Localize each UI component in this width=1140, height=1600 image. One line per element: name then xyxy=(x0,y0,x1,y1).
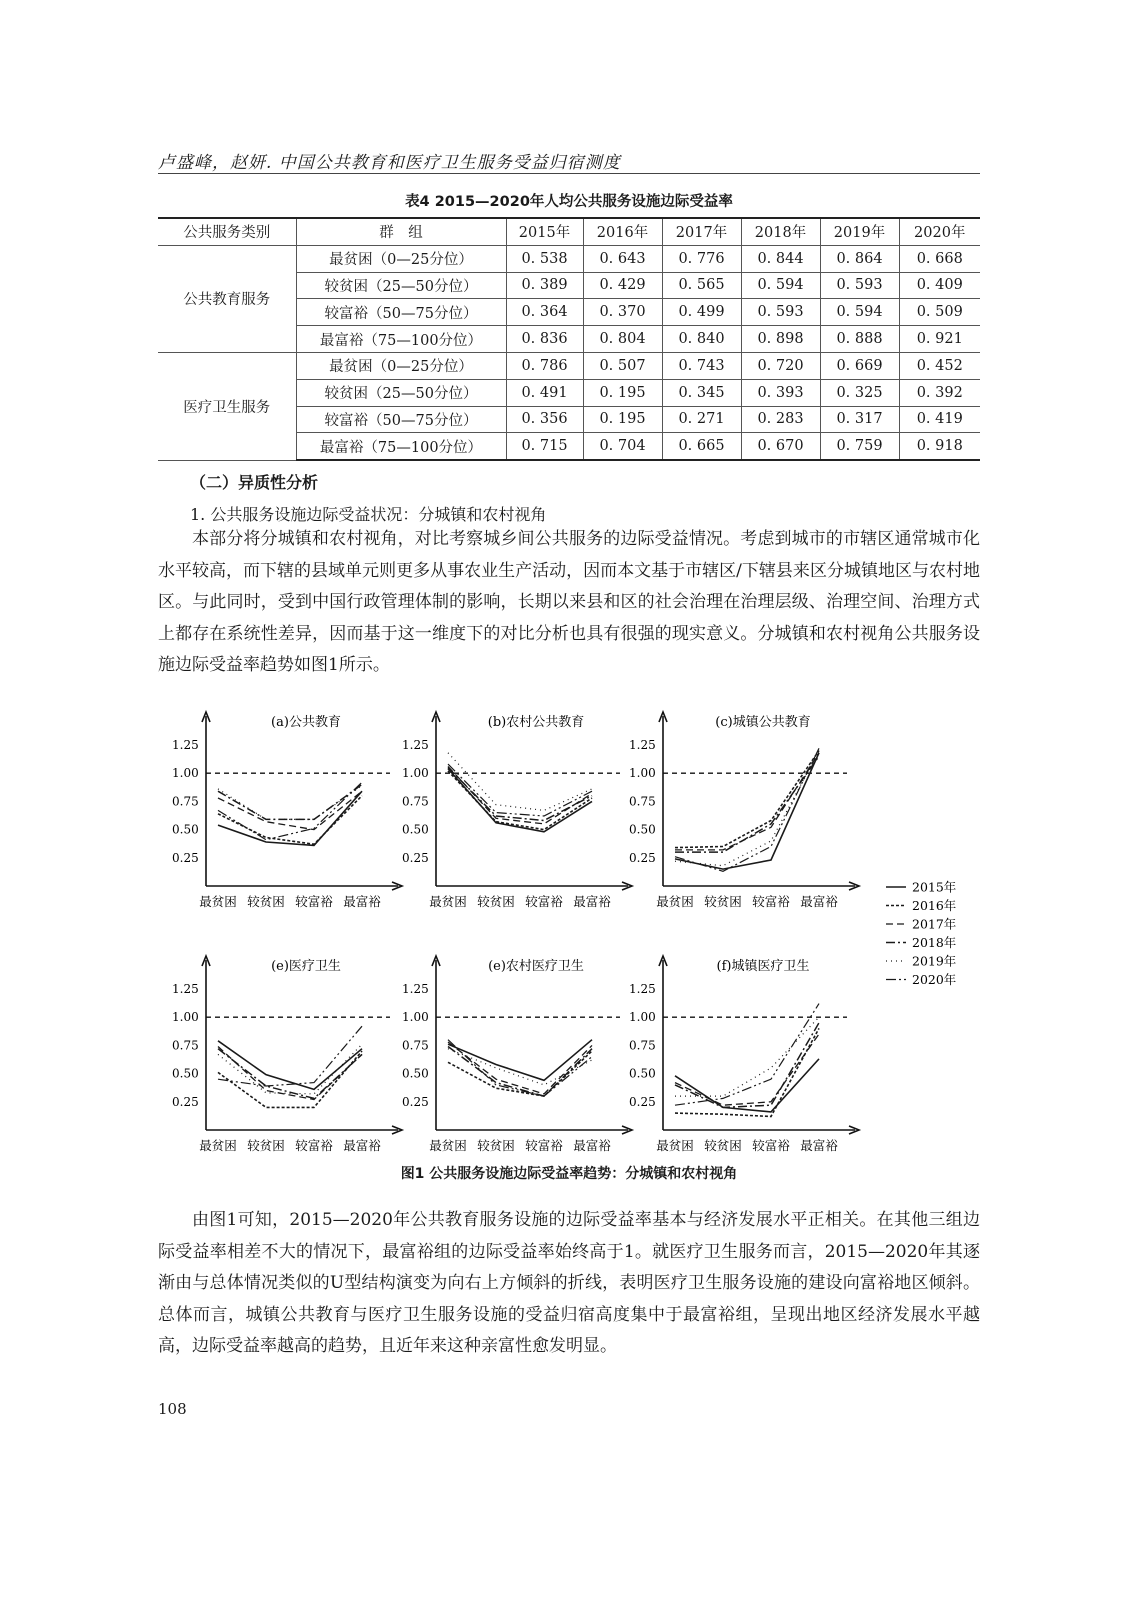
x-tick-label: 较贫困 xyxy=(704,1138,742,1153)
value-cell: 0. 840 xyxy=(662,326,741,353)
table-title: 表4 2015—2020年人均公共服务设施边际受益率 xyxy=(405,194,733,210)
category-cell: 医疗卫生服务 xyxy=(158,352,296,460)
y-tick-label: 0.75 xyxy=(629,1038,656,1053)
y-tick-label: 0.25 xyxy=(629,1094,656,1109)
legend-label: 2017年 xyxy=(912,916,957,932)
x-tick-label: 最贫困 xyxy=(199,894,237,909)
panel-title: (a)公共教育 xyxy=(271,715,341,730)
value-cell: 0. 345 xyxy=(662,379,741,406)
figure-1 xyxy=(158,700,980,1160)
value-cell: 0. 593 xyxy=(741,299,820,326)
group-cell: 较富裕（50—75分位） xyxy=(296,406,506,433)
group-cell: 最富裕（75—100分位） xyxy=(296,326,506,353)
panel-title: (b)农村公共教育 xyxy=(487,715,585,730)
value-cell: 0. 419 xyxy=(899,406,980,433)
x-tick-label: 最富裕 xyxy=(800,1138,838,1153)
y-tick-label: 0.50 xyxy=(629,1066,656,1081)
value-cell: 0. 409 xyxy=(899,272,980,299)
data-table xyxy=(158,217,980,461)
group-cell: 较富裕（50—75分位） xyxy=(296,299,506,326)
section-heading: （二）异质性分析 xyxy=(190,473,319,492)
value-cell: 0. 356 xyxy=(506,406,583,433)
y-tick-label: 1.00 xyxy=(629,1010,656,1025)
x-tick-label: 较贫困 xyxy=(704,894,742,909)
y-tick-label: 1.25 xyxy=(402,737,429,752)
col-header: 公共服务类别 xyxy=(158,218,296,245)
series-line xyxy=(218,1044,362,1094)
chart-legend xyxy=(886,880,956,988)
x-tick-label: 较贫困 xyxy=(477,894,515,909)
legend-label: 2018年 xyxy=(912,935,957,950)
y-tick-label: 0.50 xyxy=(402,1066,429,1081)
value-cell: 0. 643 xyxy=(583,245,662,272)
y-tick-label: 0.25 xyxy=(629,850,656,865)
x-tick-label: 最富裕 xyxy=(343,1138,381,1153)
y-tick-label: 0.25 xyxy=(402,850,429,865)
value-cell: 0. 389 xyxy=(506,272,583,299)
col-header: 2015年 xyxy=(506,218,583,245)
x-tick-label: 较富裕 xyxy=(295,1138,333,1153)
y-tick-label: 1.00 xyxy=(172,1010,199,1025)
value-cell: 0. 836 xyxy=(506,326,583,353)
x-tick-label: 较富裕 xyxy=(752,1138,790,1153)
x-tick-label: 最富裕 xyxy=(573,1138,611,1153)
y-tick-label: 1.00 xyxy=(402,1010,429,1025)
y-tick-label: 0.25 xyxy=(172,850,199,865)
chart-panel xyxy=(402,712,632,909)
value-cell: 0. 538 xyxy=(506,245,583,272)
value-cell: 0. 804 xyxy=(583,326,662,353)
table-header-row xyxy=(158,218,980,245)
x-tick-label: 较富裕 xyxy=(525,894,563,909)
y-tick-label: 1.25 xyxy=(172,737,199,752)
value-cell: 0. 665 xyxy=(662,433,741,460)
value-cell: 0. 509 xyxy=(899,299,980,326)
legend-label: 2020年 xyxy=(912,972,957,987)
value-cell: 0. 195 xyxy=(583,406,662,433)
y-tick-label: 0.50 xyxy=(172,1066,199,1081)
series-line xyxy=(218,1051,362,1107)
y-tick-label: 0.50 xyxy=(629,822,656,837)
y-tick-label: 0.75 xyxy=(172,794,199,809)
series-line xyxy=(218,784,362,819)
y-tick-label: 0.50 xyxy=(172,822,199,837)
y-tick-label: 1.25 xyxy=(172,981,199,996)
value-cell: 0. 743 xyxy=(662,352,741,379)
value-cell: 0. 864 xyxy=(820,245,899,272)
series-line xyxy=(448,769,592,832)
chart-panel xyxy=(629,956,859,1153)
chart-panel xyxy=(629,712,859,909)
series-line xyxy=(448,764,592,816)
x-tick-label: 较富裕 xyxy=(525,1138,563,1153)
y-tick-label: 0.25 xyxy=(402,1094,429,1109)
legend-label: 2016年 xyxy=(912,898,957,913)
value-cell: 0. 392 xyxy=(899,379,980,406)
value-cell: 0. 844 xyxy=(741,245,820,272)
y-tick-label: 1.00 xyxy=(629,766,656,781)
value-cell: 0. 452 xyxy=(899,352,980,379)
col-header: 2019年 xyxy=(820,218,899,245)
value-cell: 0. 565 xyxy=(662,272,741,299)
col-header: 2018年 xyxy=(741,218,820,245)
series-line xyxy=(448,1042,592,1094)
value-cell: 0. 317 xyxy=(820,406,899,433)
x-tick-label: 较贫困 xyxy=(247,1138,285,1153)
series-line xyxy=(675,751,819,866)
series-line xyxy=(218,782,362,840)
group-cell: 较贫困（25—50分位） xyxy=(296,379,506,406)
panel-title: (e)农村医疗卫生 xyxy=(488,959,584,974)
value-cell: 0. 195 xyxy=(583,379,662,406)
chart-panel xyxy=(172,956,402,1153)
y-tick-label: 0.50 xyxy=(402,822,429,837)
x-tick-label: 最贫困 xyxy=(429,1138,467,1153)
x-tick-label: 最富裕 xyxy=(573,894,611,909)
group-cell: 最贫困（0—25分位） xyxy=(296,245,506,272)
group-cell: 最富裕（75—100分位） xyxy=(296,433,506,460)
header-rule xyxy=(158,173,980,174)
value-cell: 0. 429 xyxy=(583,272,662,299)
y-tick-label: 1.25 xyxy=(629,737,656,752)
y-tick-label: 0.75 xyxy=(402,794,429,809)
panel-title: (c)城镇公共教育 xyxy=(715,715,811,730)
chart-panel xyxy=(172,712,402,909)
col-header: 2020年 xyxy=(899,218,980,245)
category-cell: 公共教育服务 xyxy=(158,245,296,352)
x-tick-label: 较富裕 xyxy=(295,894,333,909)
value-cell: 0. 786 xyxy=(506,352,583,379)
table-row xyxy=(158,352,980,379)
col-header: 2017年 xyxy=(662,218,741,245)
value-cell: 0. 888 xyxy=(820,326,899,353)
value-cell: 0. 776 xyxy=(662,245,741,272)
x-tick-label: 最贫困 xyxy=(656,894,694,909)
y-tick-label: 1.25 xyxy=(402,981,429,996)
value-cell: 0. 283 xyxy=(741,406,820,433)
y-tick-label: 1.00 xyxy=(402,766,429,781)
legend-label: 2015年 xyxy=(912,879,957,895)
x-tick-label: 最贫困 xyxy=(199,1138,237,1153)
series-line xyxy=(675,756,819,852)
y-tick-label: 1.25 xyxy=(629,981,656,996)
series-line xyxy=(218,1041,362,1090)
value-cell: 0. 669 xyxy=(820,352,899,379)
col-header: 2016年 xyxy=(583,218,662,245)
x-tick-label: 较富裕 xyxy=(752,894,790,909)
value-cell: 0. 325 xyxy=(820,379,899,406)
paragraph: 由图1可知，2015—2020年公共教育服务设施的边际受益率基本与经济发展水平正相关。在其他三组边际受益率相差不大的情况下，最富裕组的边际受益率始终高于1。就医疗卫生服务而言，2015—2020年其逐渐由与总体情况类似的U型结构演变为向右上方倾斜的折线，表明医疗卫生服务设施的建设向富裕地区倾斜。总体而言，城镇公共教育与医疗卫生服务设施的受益归宿高度集中于最富裕组，呈现出地区经济发展水平越高，边际受益率越高的趋势，且近年来这种亲富性愈发明显。 xyxy=(158,1210,980,1356)
x-tick-label: 最富裕 xyxy=(800,894,838,909)
group-cell: 最贫困（0—25分位） xyxy=(296,352,506,379)
value-cell: 0. 918 xyxy=(899,433,980,460)
value-cell: 0. 898 xyxy=(741,326,820,353)
value-cell: 0. 364 xyxy=(506,299,583,326)
value-cell: 0. 594 xyxy=(741,272,820,299)
legend-label: 2019年 xyxy=(912,953,957,969)
y-tick-label: 0.75 xyxy=(629,794,656,809)
x-tick-label: 最贫困 xyxy=(429,894,467,909)
value-cell: 0. 720 xyxy=(741,352,820,379)
x-tick-label: 最富裕 xyxy=(343,894,381,909)
value-cell: 0. 593 xyxy=(820,272,899,299)
panel-title: (e)医疗卫生 xyxy=(271,959,341,974)
x-tick-label: 较贫困 xyxy=(477,1138,515,1153)
y-tick-label: 1.00 xyxy=(172,766,199,781)
chart-panel xyxy=(402,956,632,1153)
panel-title: (f)城镇医疗卫生 xyxy=(716,959,810,974)
value-cell: 0. 594 xyxy=(820,299,899,326)
value-cell: 0. 759 xyxy=(820,433,899,460)
y-tick-label: 0.75 xyxy=(172,1038,199,1053)
value-cell: 0. 715 xyxy=(506,433,583,460)
value-cell: 0. 271 xyxy=(662,406,741,433)
value-cell: 0. 393 xyxy=(741,379,820,406)
value-cell: 0. 668 xyxy=(899,245,980,272)
col-header: 群 组 xyxy=(296,218,506,245)
group-cell: 较贫困（25—50分位） xyxy=(296,272,506,299)
running-head: 卢盛峰，赵妍. 中国公共教育和医疗卫生服务受益归宿测度 xyxy=(158,153,621,173)
y-tick-label: 0.25 xyxy=(172,1094,199,1109)
x-tick-label: 较贫困 xyxy=(247,894,285,909)
value-cell: 0. 491 xyxy=(506,379,583,406)
series-line xyxy=(675,1017,819,1096)
value-cell: 0. 921 xyxy=(899,326,980,353)
value-cell: 0. 670 xyxy=(741,433,820,460)
value-cell: 0. 370 xyxy=(583,299,662,326)
paragraph: 本部分将分城镇和农村视角，对比考察城乡间公共服务的边际受益情况。考虑到城市的市辖区通常城市化水平较高，而下辖的县域单元则更多从事农业生产活动，因而本文基于市辖区/下辖县来区分城镇地区与农村地区。与此同时，受到中国行政管理体制的影响，长期以来县和区的社会治理在治理层级、治理空间、治理方式上都存在系统性差异，因而基于这一维度下的对比分析也具有很强的现实意义。分城镇和农村视角公共服务设施边际受益率趋势如图1所示。 xyxy=(158,529,980,675)
y-tick-label: 0.75 xyxy=(402,1038,429,1053)
table-body xyxy=(158,245,980,460)
table-row xyxy=(158,245,980,272)
page-number: 108 xyxy=(158,1400,187,1418)
figure-caption: 图1 公共服务设施边际受益率趋势：分城镇和农村视角 xyxy=(400,1166,738,1182)
value-cell: 0. 507 xyxy=(583,352,662,379)
x-tick-label: 最贫困 xyxy=(656,1138,694,1153)
value-cell: 0. 704 xyxy=(583,433,662,460)
value-cell: 0. 499 xyxy=(662,299,741,326)
subsection-heading: 1. 公共服务设施边际受益状况：分城镇和农村视角 xyxy=(190,505,547,524)
